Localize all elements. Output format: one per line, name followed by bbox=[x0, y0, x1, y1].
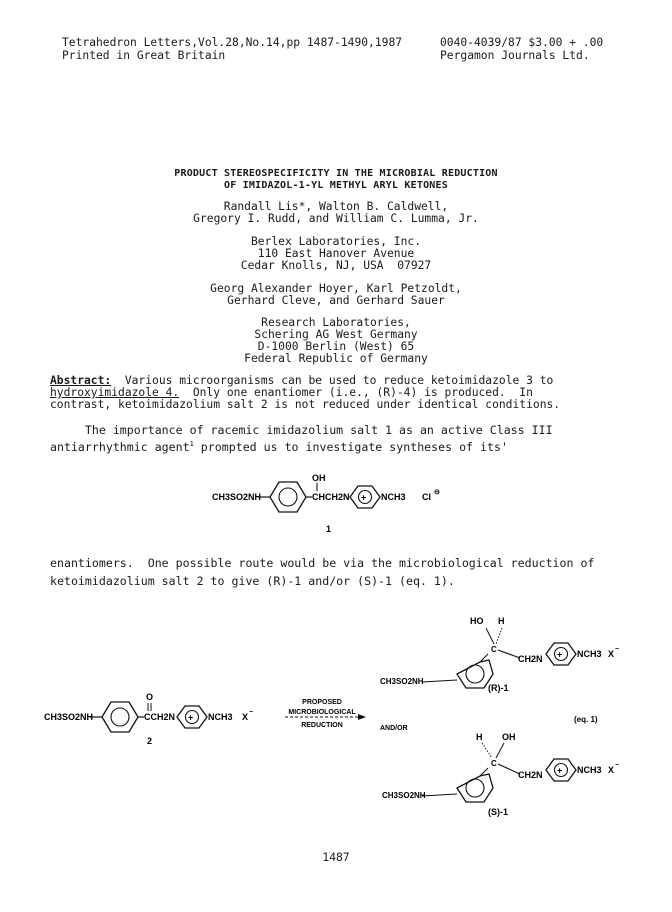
r-product-h: H bbox=[498, 616, 505, 626]
affiliation1-line1: Berlex Laboratories, Inc. bbox=[250, 235, 422, 248]
abstract-text2a: hydroxyimidazole 4. bbox=[50, 386, 180, 399]
structure-compound-1 bbox=[200, 470, 460, 540]
reactant-minus-icon: − bbox=[249, 709, 254, 716]
s-minus-icon: − bbox=[615, 762, 620, 769]
printed-in: Printed in Great Britain bbox=[62, 49, 226, 62]
reactant-methyl: NCH3 bbox=[208, 712, 233, 722]
r-product-methyl: NCH3 bbox=[577, 649, 602, 659]
equation-label: (eq. 1) bbox=[574, 715, 598, 724]
s1-oh: OH bbox=[312, 473, 326, 483]
arrow-head-icon bbox=[358, 714, 366, 720]
s1-left-group: CH3SO2NH bbox=[212, 492, 262, 502]
reactant-oxygen: O bbox=[146, 692, 154, 702]
s1-counterion: Cl bbox=[422, 492, 431, 502]
body1-line1: The importance of racemic imidazolium salt 1 as an active Class III bbox=[50, 423, 553, 437]
r-product-x: X bbox=[608, 649, 615, 659]
reactant-chain: CCH2N bbox=[144, 712, 176, 722]
body2-line1: enantiomers. One possible route would be via the microbiological reduction of bbox=[50, 556, 595, 570]
r-minus-icon: − bbox=[615, 646, 620, 653]
s-product-oh: OH bbox=[502, 732, 516, 742]
authors-line2: Gregory I. Rudd, and William C. Lumma, Jr. bbox=[193, 212, 479, 225]
body1-text2b: prompted us to investigate syntheses of its' bbox=[193, 439, 508, 454]
issn-price: 0040-4039/87 $3.00 + .00 bbox=[440, 36, 604, 49]
body1-line2 bbox=[50, 438, 508, 453]
affiliation2-line3: D-1000 Berlin (West) 65 bbox=[257, 340, 415, 353]
affiliation1-line2: 110 East Hanover Avenue bbox=[257, 247, 415, 260]
authors2-line2: Gerhard Cleve, and Gerhard Sauer bbox=[227, 294, 445, 307]
arrow-label-3: REDUCTION bbox=[301, 722, 343, 729]
abstract-line3: contrast, ketoimidazolium salt 2 is not reduced under identical conditions. bbox=[50, 398, 561, 411]
s-product-c: C bbox=[491, 759, 497, 768]
s-product-h: H bbox=[476, 732, 483, 742]
s-plus-icon: + bbox=[557, 765, 563, 776]
s-product-ch2n: CH2N bbox=[518, 770, 543, 780]
affiliation2-line1: Research Laboratories, bbox=[261, 316, 411, 329]
plus-charge-icon: + bbox=[361, 492, 367, 503]
reaction-scheme bbox=[40, 600, 640, 830]
s-product-x: X bbox=[608, 765, 615, 775]
reactant-x: X bbox=[242, 712, 249, 722]
abstract-text2b: Only one enantiomer (i.e., (R)-4) is produced. In bbox=[179, 386, 533, 399]
journal-citation: Tetrahedron Letters,Vol.28,No.14,pp 1487-1490,1987 bbox=[62, 36, 403, 49]
s-product-left: CH3SO2NH bbox=[382, 791, 426, 800]
and-or-label: AND/OR bbox=[380, 725, 408, 732]
s-benzene-icon bbox=[457, 774, 493, 802]
s-product-label: (S)-1 bbox=[488, 807, 508, 817]
paper-title-line2: OF IMIDAZOL-1-YL METHYL ARYL KETONES bbox=[224, 180, 448, 191]
reactant-plus-icon: + bbox=[188, 712, 194, 723]
arrow-label-1: PROPOSED bbox=[302, 699, 342, 706]
r-product-label: (R)-1 bbox=[488, 683, 509, 693]
authors2-line1: Georg Alexander Hoyer, Karl Petzoldt, bbox=[210, 282, 462, 295]
abstract-text1: Various microorganisms can be used to reduce ketoimidazole 3 to bbox=[111, 374, 554, 387]
authors-line1: Randall Lis*, Walton B. Caldwell, bbox=[223, 200, 449, 213]
footnote-ref: 1 bbox=[189, 440, 194, 448]
publisher: Pergamon Journals Ltd. bbox=[440, 49, 590, 62]
abstract-label: Abstract: bbox=[50, 374, 112, 387]
r-product-ch2n: CH2N bbox=[518, 654, 543, 664]
reactant-number: 2 bbox=[147, 736, 153, 746]
s1-compound-number: 1 bbox=[326, 524, 332, 534]
r-product-left: CH3SO2NH bbox=[380, 677, 424, 686]
page-number: 1487 bbox=[322, 851, 350, 864]
reactant-benzene-icon bbox=[102, 702, 138, 732]
reactant-left-group: CH3SO2NH bbox=[44, 712, 94, 722]
s1-negative-charge-icon: ⊖ bbox=[434, 489, 440, 496]
s1-methyl: NCH3 bbox=[381, 492, 406, 502]
r-plus-icon: + bbox=[557, 649, 563, 660]
affiliation2-line4: Federal Republic of Germany bbox=[244, 352, 428, 365]
arrow-label-2: MICROBIOLOGICAL bbox=[288, 709, 356, 716]
s-product-methyl: NCH3 bbox=[577, 765, 602, 775]
benzene-ring-icon bbox=[270, 482, 306, 512]
r-product-c: C bbox=[491, 645, 497, 654]
affiliation2-line2: Schering AG West Germany bbox=[254, 328, 418, 341]
body2-line2: ketoimidazolium salt 2 to give (R)-1 and/or (S)-1 (eq. 1). bbox=[50, 574, 455, 588]
s1-chain: CHCH2N bbox=[312, 492, 350, 502]
r-product-ho: HO bbox=[470, 616, 484, 626]
body1-text2a: antiarrhythmic agent bbox=[50, 439, 190, 454]
affiliation1-line3: Cedar Knolls, NJ, USA 07927 bbox=[240, 259, 432, 272]
paper-title-line1: PRODUCT STEREOSPECIFICITY IN THE MICROBIAL REDUCTION bbox=[174, 168, 498, 179]
